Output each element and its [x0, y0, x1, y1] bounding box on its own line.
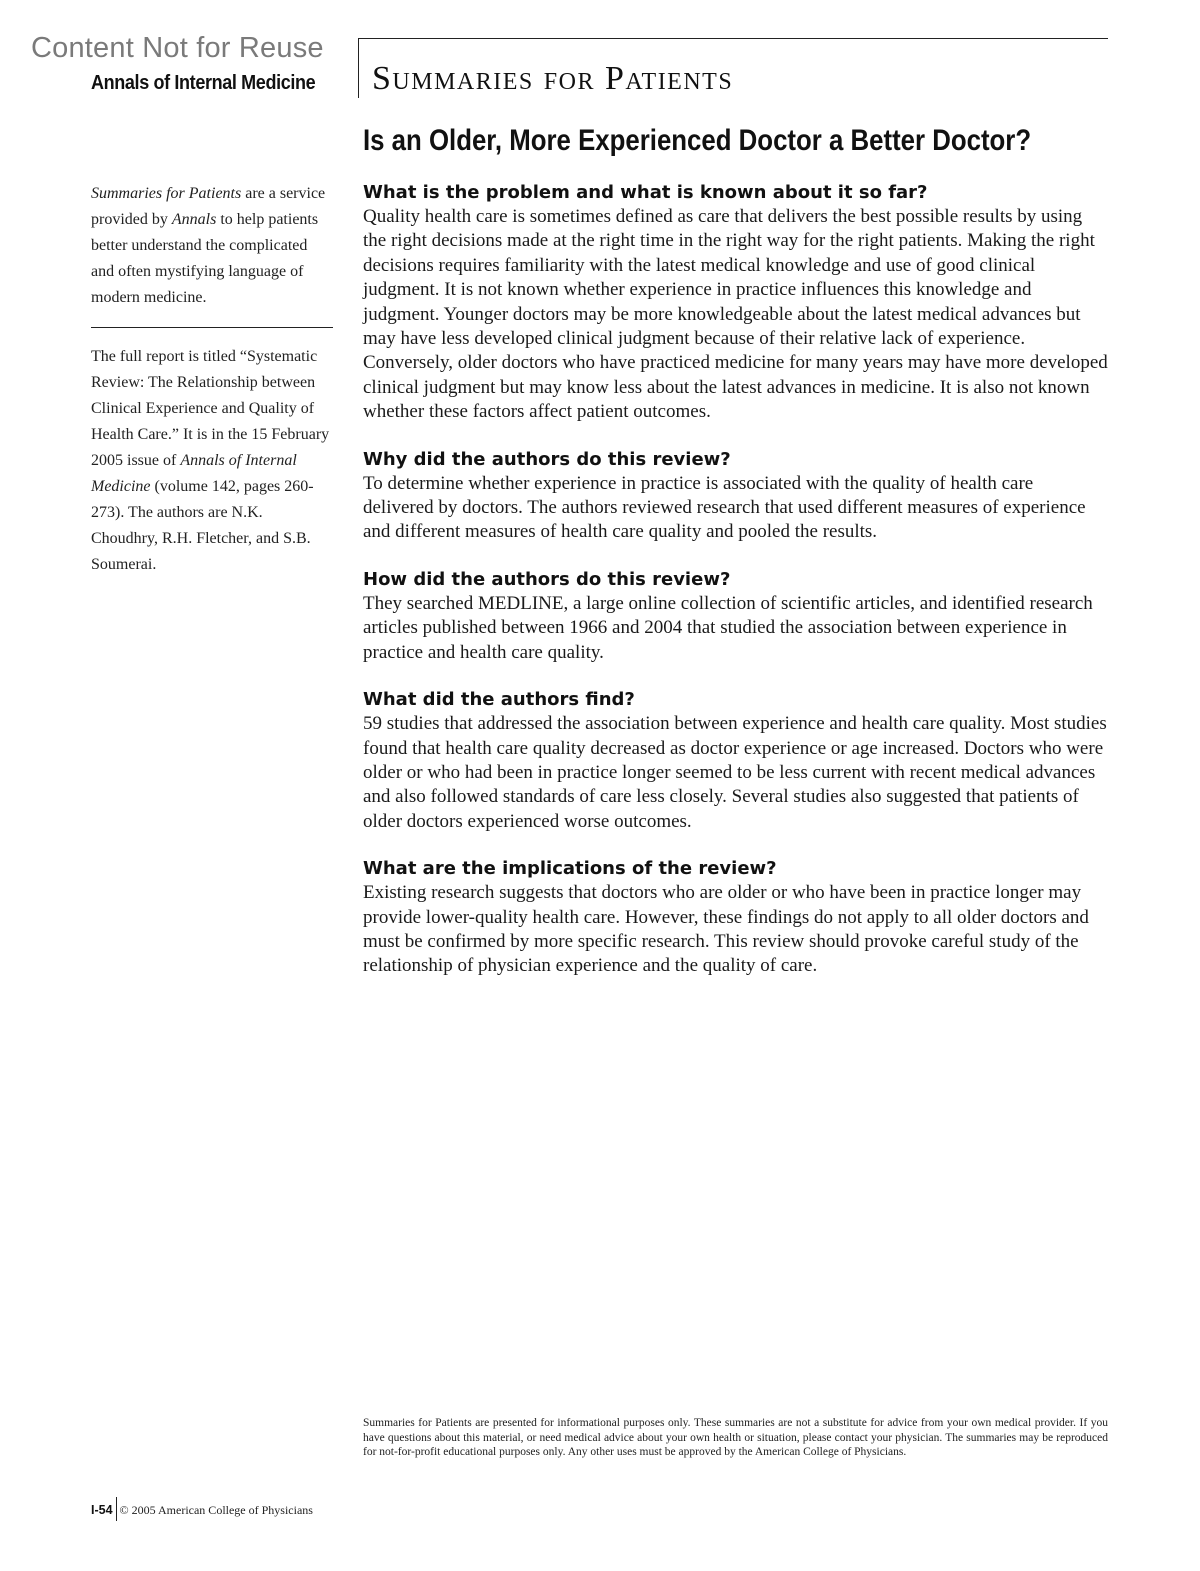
sidebar-divider — [91, 327, 333, 328]
sidebar-report-info — [91, 344, 331, 578]
sidebar-report-text: The full report is titled “Systematic Review: The Relationship between Clinical Experience and Quality of Health Care.” It is in the 15 February 2005 issue of — [91, 348, 330, 469]
sidebar-intro-journal: Annals — [171, 211, 217, 228]
section-body: To determine whether experience in practice is associated with the quality of health care delivered by doctors. The authors reviewed research that used different measures of experience and different measures of health care quality and pooled the results. — [363, 472, 1086, 543]
footer-divider — [116, 1497, 117, 1521]
sidebar-report-journal: Annals of Internal Medicine — [91, 452, 297, 495]
section-heading: What are the implications of the review? — [363, 858, 777, 880]
section-why — [363, 448, 1108, 545]
journal-name: Annals of Internal Medicine — [91, 72, 316, 94]
section-heading: What is the problem and what is known about it so far? — [363, 182, 928, 203]
sidebar-intro — [91, 181, 331, 311]
summary-body — [363, 181, 1108, 1002]
article-title: Is an Older, More Experienced Doctor a Better Doctor? — [363, 124, 1032, 157]
section-heading: Why did the authors do this review? — [363, 448, 731, 470]
section-how — [363, 568, 1108, 665]
section-title: Summaries for Patients — [372, 60, 734, 97]
section-implications — [363, 857, 1108, 979]
page-footer — [91, 1497, 313, 1521]
sidebar-report-text-end: (volume 142, pages 260-273). The authors are N.K. Choudhry, R.H. Fletcher, and S.B. Soumerai. — [91, 478, 314, 573]
section-body: Existing research suggests that doctors who are older or who have been in practice longer may provide lower-quality health care. However, these findings do not apply to all older doctors and must be confirmed by more specific research. This review should provoke careful study of the relationship of physician experience and the quality of care. — [363, 882, 1089, 977]
header-top-rule — [358, 38, 1108, 39]
section-body: They searched MEDLINE, a large online collection of scientific articles, and identified research articles published between 1966 and 2004 that studied the association between experience in practice and health care quality. — [363, 592, 1093, 663]
copyright: © 2005 American College of Physicians — [119, 1503, 313, 1517]
section-heading: How did the authors do this review? — [363, 568, 731, 590]
page-number: I-54 — [91, 1503, 113, 1517]
watermark: Content Not for Reuse — [31, 32, 324, 64]
header-divider — [358, 38, 359, 98]
section-heading: What did the authors find? — [363, 689, 635, 711]
section-findings — [363, 688, 1108, 834]
sidebar-intro-emphasis: Summaries for Patients — [91, 185, 242, 202]
sidebar-intro-text-end: to help patients better understand the complicated and often mystifying language of modern medicine. — [91, 211, 319, 306]
sidebar-intro-text: are a service provided by — [91, 185, 326, 228]
section-body: Quality health care is sometimes defined as care that delivers the best possible results by using the right decisions made at the right time in the right way for the right patients. Making the right decisions requires familiarity with the latest medical knowledge and use of good clinical judgment. It is not known whether experience in practice influences this knowledge and judgment. Younger doctors may be more knowledgeable about the latest medical advances but may have less developed clinical judgment because of their relative lack of experience. Conversely, older doctors who have practiced medicine for many years may have more developed clinical judgment but may know less about the latest advances in medicine. It is also not known whether these factors affect patient outcomes. — [363, 206, 1108, 423]
section-problem — [363, 181, 1108, 425]
section-body: 59 studies that addressed the association between experience and health care quality. Most studies found that health care quality decreased as doctor experience or age increased. Doctors who were older or who had been in practice longer seemed to be less current with recent medical advances and also followed standards of care less closely. Several studies also suggested that patients of older doctors experienced worse outcomes. — [363, 713, 1107, 832]
disclaimer: Summaries for Patients are presented for informational purposes only. These summaries are not a substitute for advice from your own medical provider. If you have questions about this material, or need medical advice about your own health or situation, please contact your physician. The summaries may be reproduced for not-for-profit educational purposes only. Any other uses must be approved by the American College of Physicians. — [363, 1417, 1108, 1458]
